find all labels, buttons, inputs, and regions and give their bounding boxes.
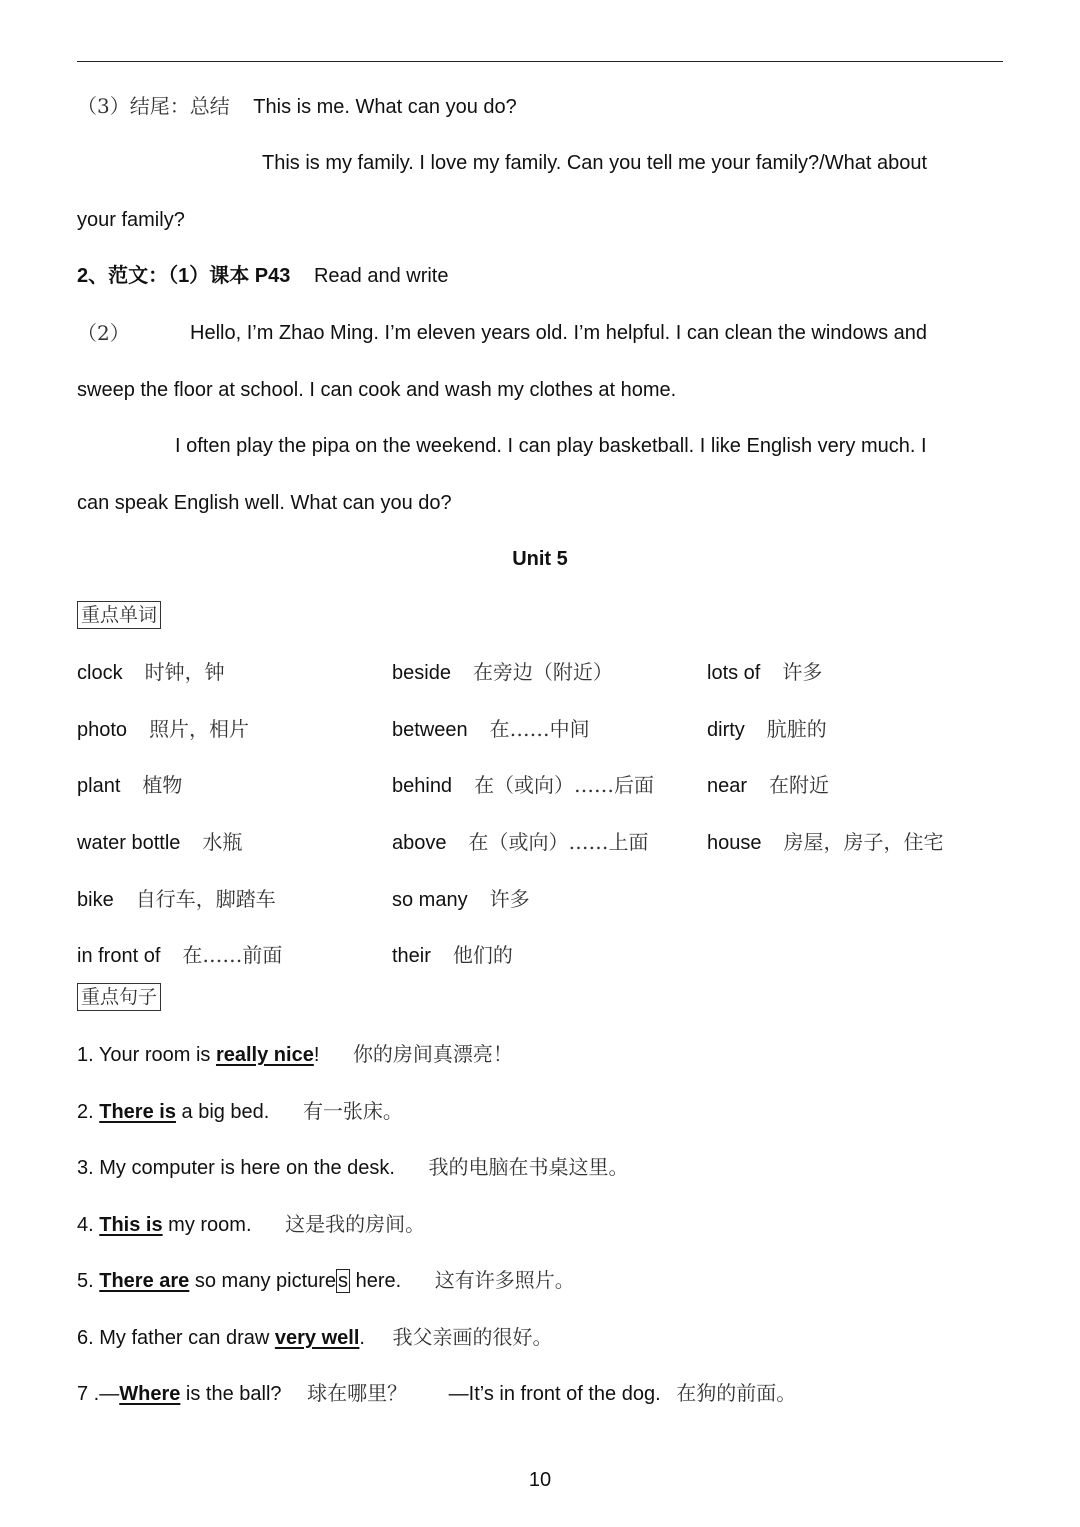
vocab-entry bbox=[392, 887, 530, 912]
sentence-4-num: 4. bbox=[77, 1214, 100, 1236]
vocab-word: bike bbox=[77, 889, 114, 911]
vocab-entry bbox=[392, 830, 649, 855]
sentence-4 bbox=[77, 1212, 1003, 1237]
sample-heading bbox=[77, 264, 1003, 288]
conclusion-line-2: This is my family. I love my family. Can you tell me your family?/What about bbox=[262, 152, 928, 174]
sentence-3 bbox=[77, 1155, 1003, 1180]
vocab-entry bbox=[707, 830, 944, 855]
vocab-entry bbox=[392, 660, 613, 685]
vocab-word: photo bbox=[77, 719, 128, 741]
sentence-1-cn: 你的房间真漂亮！ bbox=[352, 1042, 513, 1066]
conclusion-line-3: your family? bbox=[77, 209, 185, 231]
sentence-5 bbox=[77, 1268, 1003, 1293]
vocab-entry bbox=[77, 943, 282, 968]
sentence-4-text: my room. bbox=[162, 1214, 252, 1236]
header-rule bbox=[77, 61, 1003, 62]
sentence-1 bbox=[77, 1042, 1003, 1067]
sentence-4-key: This is bbox=[99, 1214, 163, 1236]
sentence-2-num: 2. bbox=[77, 1101, 100, 1123]
sentence-2-cn: 有一张床。 bbox=[302, 1099, 403, 1123]
vocab-row bbox=[77, 717, 1003, 741]
vocab-meaning: 植物 bbox=[142, 773, 183, 797]
sample-label-2: （2） bbox=[77, 321, 130, 345]
vocab-row bbox=[77, 660, 1003, 684]
vocab-word: lots of bbox=[707, 662, 761, 684]
vocab-meaning: 在……中间 bbox=[489, 717, 590, 741]
vocab-meaning: 在旁边（附近） bbox=[472, 660, 613, 684]
sentence-2 bbox=[77, 1099, 1003, 1124]
vocab-word: dirty bbox=[707, 719, 745, 741]
sentence-6-cn: 我父亲画的很好。 bbox=[392, 1325, 553, 1349]
sample-p1-line-1 bbox=[77, 321, 1003, 346]
sentence-7-num: 7 .— bbox=[77, 1383, 120, 1405]
vocab-row bbox=[77, 830, 1003, 854]
vocab-heading: 重点单词 bbox=[77, 601, 161, 629]
vocab-meaning: 照片，相片 bbox=[149, 717, 250, 741]
sentence-5-boxed-letter: s bbox=[338, 1270, 349, 1292]
sentence-7-key: Where bbox=[119, 1383, 181, 1405]
vocab-entry bbox=[77, 773, 182, 798]
vocab-meaning: 他们的 bbox=[452, 943, 513, 967]
vocab-word: beside bbox=[392, 662, 451, 684]
sample-p2-line-1: I often play the pipa on the weekend. I can play basketball. I like English very much. I bbox=[175, 435, 927, 457]
sentence-6 bbox=[77, 1325, 1003, 1350]
vocab-entry bbox=[77, 830, 242, 855]
sample-p2-line-2: can speak English well. What can you do? bbox=[77, 492, 452, 514]
sentence-7-answer: —It’s in front of the dog. bbox=[448, 1383, 661, 1405]
sentence-7-answer-cn: 在狗的前面。 bbox=[676, 1381, 797, 1405]
sentence-3-text: 3. My computer is here on the desk. bbox=[77, 1157, 395, 1179]
sentence-7-cn: 球在哪里？ bbox=[307, 1381, 408, 1405]
vocab-meaning: 许多 bbox=[489, 887, 530, 911]
vocab-word: in front of bbox=[77, 945, 161, 967]
unit-title: Unit 5 bbox=[512, 548, 568, 570]
vocab-word: behind bbox=[392, 775, 453, 797]
vocab-entry bbox=[707, 660, 822, 685]
sentence-6-end: . bbox=[359, 1327, 365, 1349]
vocab-entry bbox=[707, 773, 829, 798]
vocab-meaning: 时钟，钟 bbox=[144, 660, 225, 684]
sentence-5-num: 5. bbox=[77, 1270, 100, 1292]
conclusion-label: （3）结尾：总结 bbox=[77, 94, 230, 118]
sentence-5-key: There are bbox=[99, 1270, 190, 1292]
sentence-1-key: really nice bbox=[215, 1044, 314, 1066]
vocab-entry bbox=[392, 773, 654, 798]
vocab-word: water bottle bbox=[77, 832, 181, 854]
conclusion-text-1: This is me. What can you do? bbox=[253, 96, 517, 118]
sentence-5-cn: 这有许多照片。 bbox=[434, 1268, 575, 1292]
vocab-entry bbox=[77, 887, 276, 912]
sentence-3-cn: 我的电脑在书桌这里。 bbox=[428, 1155, 629, 1179]
conclusion-line-1 bbox=[77, 94, 1003, 119]
sentence-4-cn: 这是我的房间。 bbox=[285, 1212, 426, 1236]
vocab-row bbox=[77, 773, 1003, 797]
sentence-7 bbox=[77, 1381, 1003, 1406]
page-number: 10 bbox=[528, 1469, 552, 1491]
sentence-6-text: 6. My father can draw bbox=[77, 1327, 275, 1349]
sentence-2-key: There is bbox=[99, 1101, 176, 1123]
sentence-6-key: very well bbox=[274, 1327, 360, 1349]
vocab-meaning: 房屋，房子，住宅 bbox=[783, 830, 944, 854]
vocab-row bbox=[77, 887, 1003, 911]
sentence-7-question: is the ball? bbox=[180, 1383, 282, 1405]
vocab-meaning: 在（或向）……上面 bbox=[468, 830, 649, 854]
sample-p1-line-2: sweep the floor at school. I can cook and wash my clothes at home. bbox=[77, 379, 677, 401]
vocab-meaning: 肮脏的 bbox=[766, 717, 827, 741]
vocab-entry bbox=[392, 717, 590, 742]
sentence-2-text: a big bed. bbox=[175, 1101, 270, 1123]
vocab-word: near bbox=[707, 775, 748, 797]
vocab-meaning: 许多 bbox=[782, 660, 823, 684]
vocab-entry bbox=[707, 717, 827, 742]
sample-heading-label: 2、范文：（1）课本 P43 bbox=[77, 265, 291, 287]
vocab-word: above bbox=[392, 832, 447, 854]
vocab-word: so many bbox=[392, 889, 468, 911]
sentence-1-end: ! bbox=[313, 1044, 320, 1066]
sentence-5-end: here. bbox=[350, 1270, 402, 1292]
vocab-meaning: 水瓶 bbox=[202, 830, 243, 854]
vocab-entry bbox=[77, 717, 249, 742]
vocab-entry bbox=[77, 660, 225, 685]
sample-p1-text-1: Hello, I’m Zhao Ming. I’m eleven years old. I’m helpful. I can clean the windows and bbox=[190, 322, 928, 344]
vocab-row bbox=[77, 943, 1003, 967]
vocab-word: their bbox=[392, 945, 431, 967]
vocab-word: plant bbox=[77, 775, 121, 797]
vocab-meaning: 在附近 bbox=[769, 773, 830, 797]
vocab-word: house bbox=[707, 832, 762, 854]
sentence-1-text: 1. Your room is bbox=[77, 1044, 216, 1066]
vocab-meaning: 在……前面 bbox=[182, 943, 283, 967]
vocab-word: clock bbox=[77, 662, 123, 684]
sample-heading-en: Read and write bbox=[313, 265, 449, 287]
vocab-meaning: 在（或向）……后面 bbox=[474, 773, 655, 797]
vocab-entry bbox=[392, 943, 513, 968]
vocab-meaning: 自行车，脚踏车 bbox=[135, 887, 276, 911]
sentence-5-text: so many picture bbox=[189, 1270, 337, 1292]
sentences-heading: 重点句子 bbox=[77, 983, 161, 1011]
vocab-word: between bbox=[392, 719, 468, 741]
